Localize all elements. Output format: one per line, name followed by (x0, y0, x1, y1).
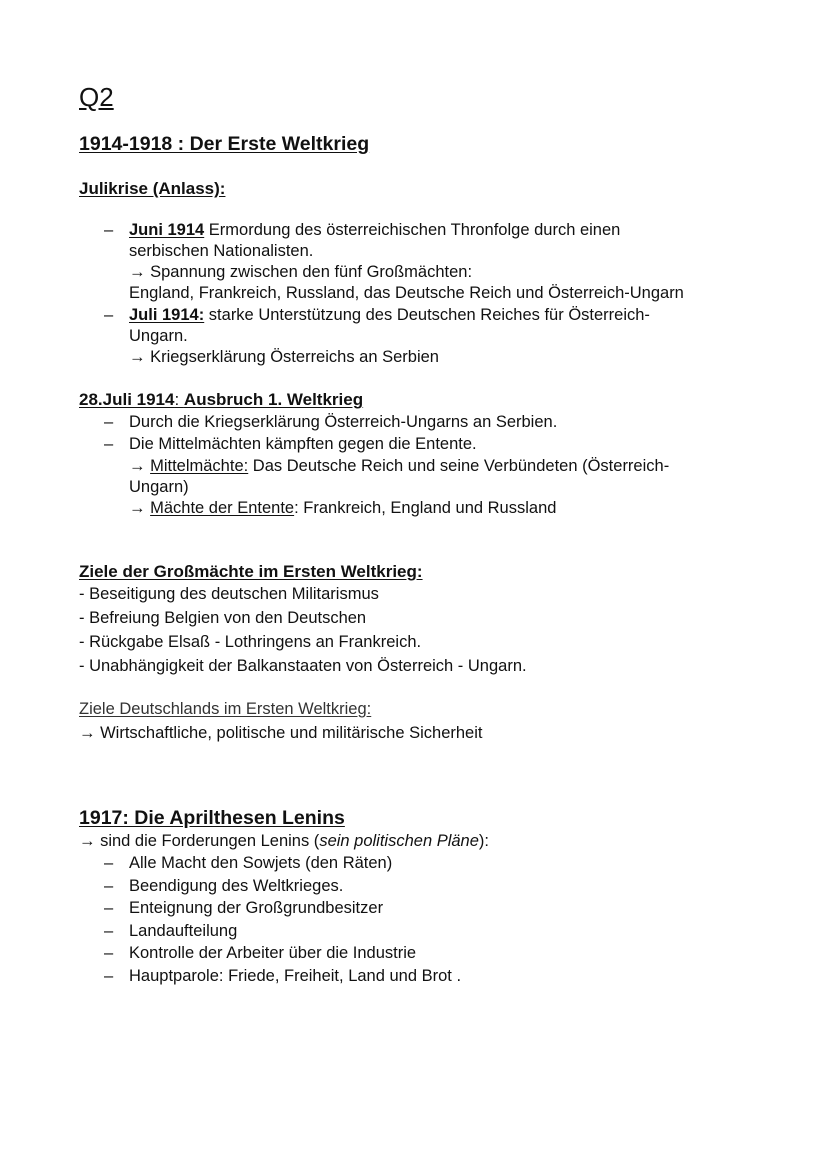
list-item: Alle Macht den Sowjets (den Räten) (129, 854, 393, 872)
ausbruch-item-2: Die Mittelmächten kämpften gegen die Entente. (129, 435, 477, 453)
list-item: Beendigung des Weltkrieges. (129, 877, 344, 895)
ausbruch-colon: : (174, 390, 184, 409)
julikrise-item-2 (129, 305, 650, 326)
entente-label: Mächte der Entente (150, 499, 295, 517)
arrow: → (129, 499, 151, 517)
list-item: Kontrolle der Arbeiter über die Industrie (129, 944, 417, 962)
aprilthesen-heading: 1917: Die Aprilthesen Lenins (79, 807, 345, 829)
entente-text: : Frankreich, England und Russland (294, 499, 557, 517)
ziele-deutschlands-item: → Wirtschaftliche, politische und militärische Sicherheit (79, 724, 483, 742)
mittelmaechte-text: Das Deutsche Reich und seine Verbündeten (Österreich- (248, 457, 670, 475)
mittelmaechte-line (129, 456, 669, 477)
julikrise-item-1-line-3: → Spannung zwischen den fünf Großmächten: (129, 263, 473, 281)
julikrise-heading: Julikrise (Anlass): (79, 179, 226, 198)
julikrise-item-1-line-2: serbischen Nationalisten. (129, 242, 314, 260)
julikrise-item-1 (129, 220, 620, 241)
question-label: Q2 (79, 82, 114, 112)
list-item: - Unabhängigkeit der Balkanstaaten von Österreich - Ungarn. (79, 657, 527, 675)
entente-line (129, 498, 556, 519)
aprilthesen-intro (79, 831, 489, 852)
mittelmaechte-label: Mittelmächte: (150, 457, 249, 475)
list-dash: – (104, 967, 114, 985)
list-item: - Befreiung Belgien von den Deutschen (79, 609, 367, 627)
list-dash: – (104, 922, 114, 940)
list-item: Hauptparole: Friede, Freiheit, Land und Brot . (129, 967, 462, 985)
ausbruch-heading (79, 389, 363, 410)
item-text: Ermordung des österreichischen Thronfolge durch einen (204, 221, 621, 239)
item-text: starke Unterstützung des Deutschen Reiches für Österreich- (204, 306, 650, 324)
intro-text: → sind die Forderungen Lenins ( (79, 832, 320, 850)
list-dash: – (104, 413, 114, 431)
item-date: Juli 1914: (129, 306, 205, 324)
list-dash: – (104, 877, 114, 895)
list-item: Enteignung der Großgrundbesitzer (129, 899, 384, 917)
ziele-deutschlands-heading: Ziele Deutschlands im Ersten Weltkrieg: (79, 700, 372, 718)
mittelmaechte-line-2: Ungarn) (129, 478, 189, 496)
list-dash: – (104, 854, 114, 872)
ausbruch-item-1: Durch die Kriegserklärung Österreich-Ungarns an Serbien. (129, 413, 558, 431)
julikrise-item-2-line-3: → Kriegserklärung Österreichs an Serbien (129, 348, 439, 366)
ziele-grossmaechte-heading: Ziele der Großmächte im Ersten Weltkrieg: (79, 562, 423, 581)
item-date: Juni 1914 (129, 221, 205, 239)
list-dash: – (104, 306, 114, 324)
intro-italic: sein politischen Pläne (319, 832, 479, 850)
arrow: → (129, 457, 151, 475)
julikrise-item-2-line-2: Ungarn. (129, 327, 188, 345)
list-dash: – (104, 435, 114, 453)
list-item: - Rückgabe Elsaß - Lothringens an Frankreich. (79, 633, 422, 651)
intro-close: ): (478, 832, 490, 850)
list-item: - Beseitigung des deutschen Militarismus (79, 585, 379, 603)
ausbruch-date: 28.Juli 1914 (79, 390, 175, 409)
julikrise-item-1-line-4: England, Frankreich, Russland, das Deutsche Reich und Österreich-Ungarn (129, 284, 684, 302)
list-dash: – (104, 221, 114, 239)
list-dash: – (104, 944, 114, 962)
list-dash: – (104, 899, 114, 917)
page-title: 1914-1918 : Der Erste Weltkrieg (79, 133, 370, 155)
ausbruch-title: Ausbruch 1. Weltkrieg (183, 390, 364, 409)
list-item: Landaufteilung (129, 922, 238, 940)
